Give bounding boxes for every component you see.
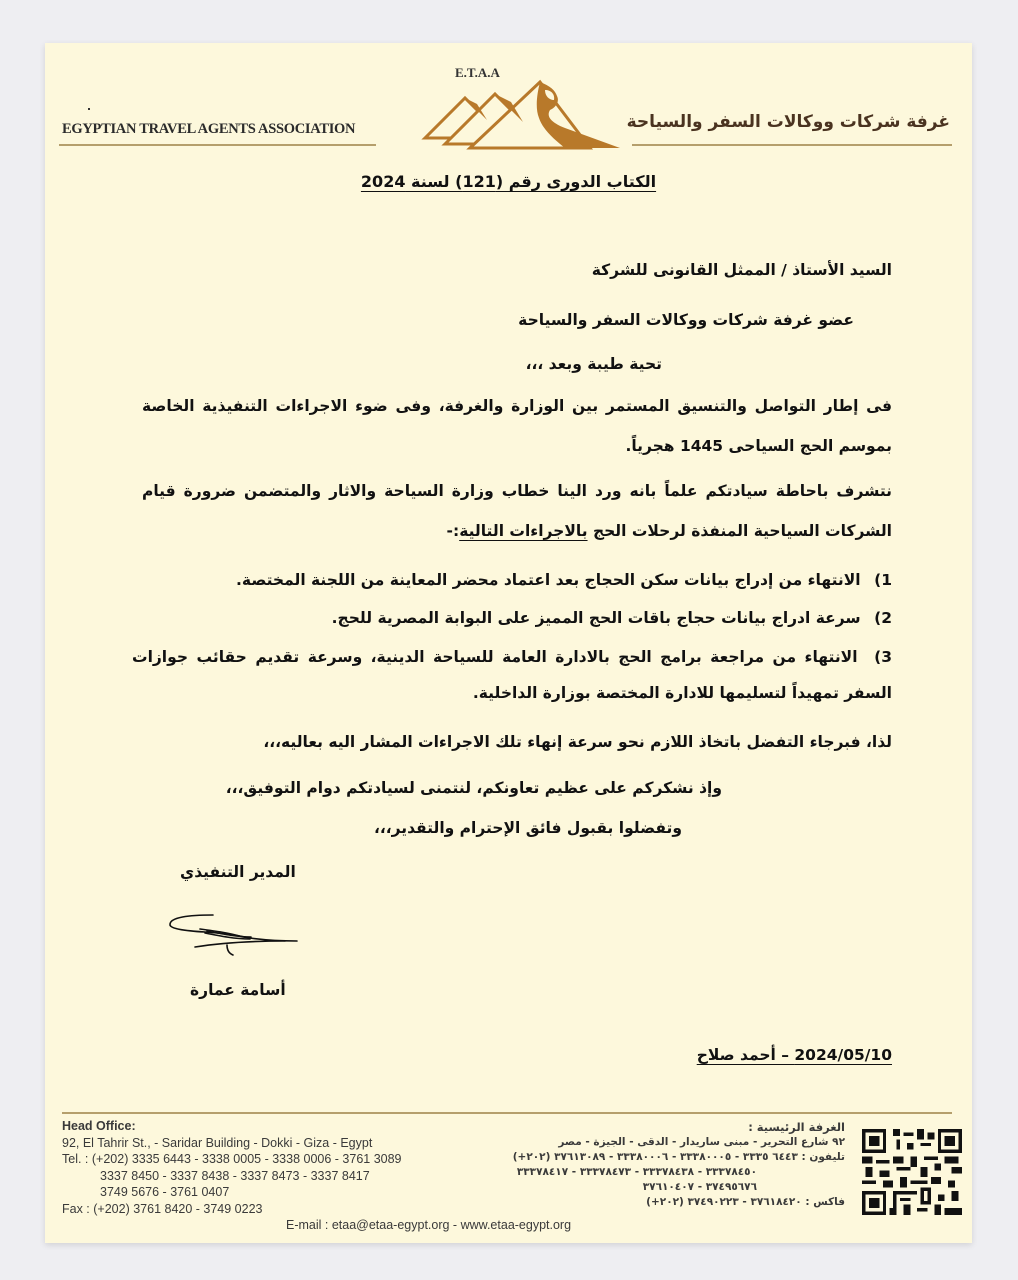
thanks-line: وإذ نشكركم على عظيم تعاونكم، لنتمنى لسيادتكم دوام التوفيق،،، xyxy=(225,779,722,797)
list-item: 3) الانتهاء من مراجعة برامج الحج بالادارة العامة للسياحة الدينية، وسرعة تقديم حقائب جوازات السفر تمهيداً لتسليمها للادارة المختصة بوزارة الداخلية. xyxy=(132,648,892,702)
letter-page xyxy=(45,43,972,1243)
recipient-line: السيد الأستاذ / الممثل القانونى للشركة xyxy=(591,261,892,279)
pyramids-sphinx-logo-icon xyxy=(415,60,625,150)
closing-line: وتفضلوا بقبول فائق الإحترام والتقدير،،، xyxy=(373,819,682,837)
date-and-author: 2024/05/10 – أحمد صلاح xyxy=(696,1046,892,1064)
list-item: 1) الانتهاء من إدراج بيانات سكن الحجاج بعد اعتماد محضر المعاينة من اللجنة المختصة. xyxy=(236,571,892,589)
signatory-title: المدير التنفيذي xyxy=(180,863,296,881)
footer-rule xyxy=(62,1112,952,1114)
ink-speck xyxy=(88,108,90,110)
underlined-phrase: بالاجراءات التالية xyxy=(459,522,588,540)
intro-paragraph: فى إطار التواصل والتنسيق المستمر بين الوزارة والغرفة، وفى ضوء الاجراءات التنفيذية الخاصة بموسم الحج السياحى 1445 هجرياً. xyxy=(142,397,892,455)
footer-arabic-contact: الغرفة الرئيسية : ٩٢ شارع التحرير - مبنى ساريدار - الدقى - الجيزة - مصر تليفون : ٦٤٤٣ ٣٣٣٥ - ٣٣٣٨٠٠٠٥ - ٣٣٣٨٠٠٠٦ - ٣٧٦١٣٠٨٩ (٢٠٢+) ٣٣٣٧٨٤٥٠ - ٣٣٣٧٨٤٣٨ - ٣٣٣٧٨٤٧٣ - ٣٣٣٧٨٤١٧ ٣٧٤٩٥٦٧٦ - ٣٧٦١٠٤٠٧ فاكس : ٣٧٦١٨٤٢٠ - ٣٧٤٩٠٢٢٣ (٢٠٢+) xyxy=(512,1120,845,1208)
english-org-name: EGYPTIAN TRAVEL AGENTS ASSOCIATION xyxy=(62,121,356,137)
qr-code-icon xyxy=(862,1129,962,1215)
handwritten-signature-icon xyxy=(165,909,305,959)
header-rule-left xyxy=(59,144,376,146)
arabic-org-name: غرفة شركات ووكالات السفر والسياحة xyxy=(626,112,950,132)
notification-paragraph: نتشرف باحاطة سيادتكم علماً بانه ورد الينا خطاب وزارة السياحة والاثار والمتضمن ضرورة قيام الشركات السياحية المنفذة لرحلات الحج بالاجراءات التالية:- xyxy=(142,482,892,540)
request-line: لذا، فبرجاء التفضل باتخاذ اللازم نحو سرعة إنهاء تلك الاجراءات المشار اليه بعاليه،،، xyxy=(263,733,892,751)
header-rule-right xyxy=(632,144,952,146)
footer-english-contact: Head Office: 92, El Tahrir St., - Saridar Building - Dokki - Giza - Egypt Tel. : (+202) 3335 6443 - 3338 0005 - 3338 0006 - 3761 3089 3337 8450 - 3337 8438 - 3337 8473 - 3337 8417 3749 5676 - 3761 0407 Fax : (+202) 3761 8420 - 3749 0223 xyxy=(62,1119,402,1216)
logo-acronym: E.T.A.A xyxy=(455,65,500,80)
recipient-membership: عضو غرفة شركات ووكالات السفر والسياحة xyxy=(518,311,854,329)
signatory-name: أسامة عمارة xyxy=(190,981,286,999)
footer-email-website: E-mail : etaa@etaa-egypt.org - www.etaa-egypt.org xyxy=(286,1218,572,1232)
greeting: تحية طيبة وبعد ،،، xyxy=(525,355,662,373)
circular-title: الكتاب الدورى رقم (121) لسنة 2024 xyxy=(360,172,657,191)
list-item: 2) سرعة ادراج بيانات حجاج باقات الحج المميز على البوابة المصرية للحج. xyxy=(331,609,892,627)
